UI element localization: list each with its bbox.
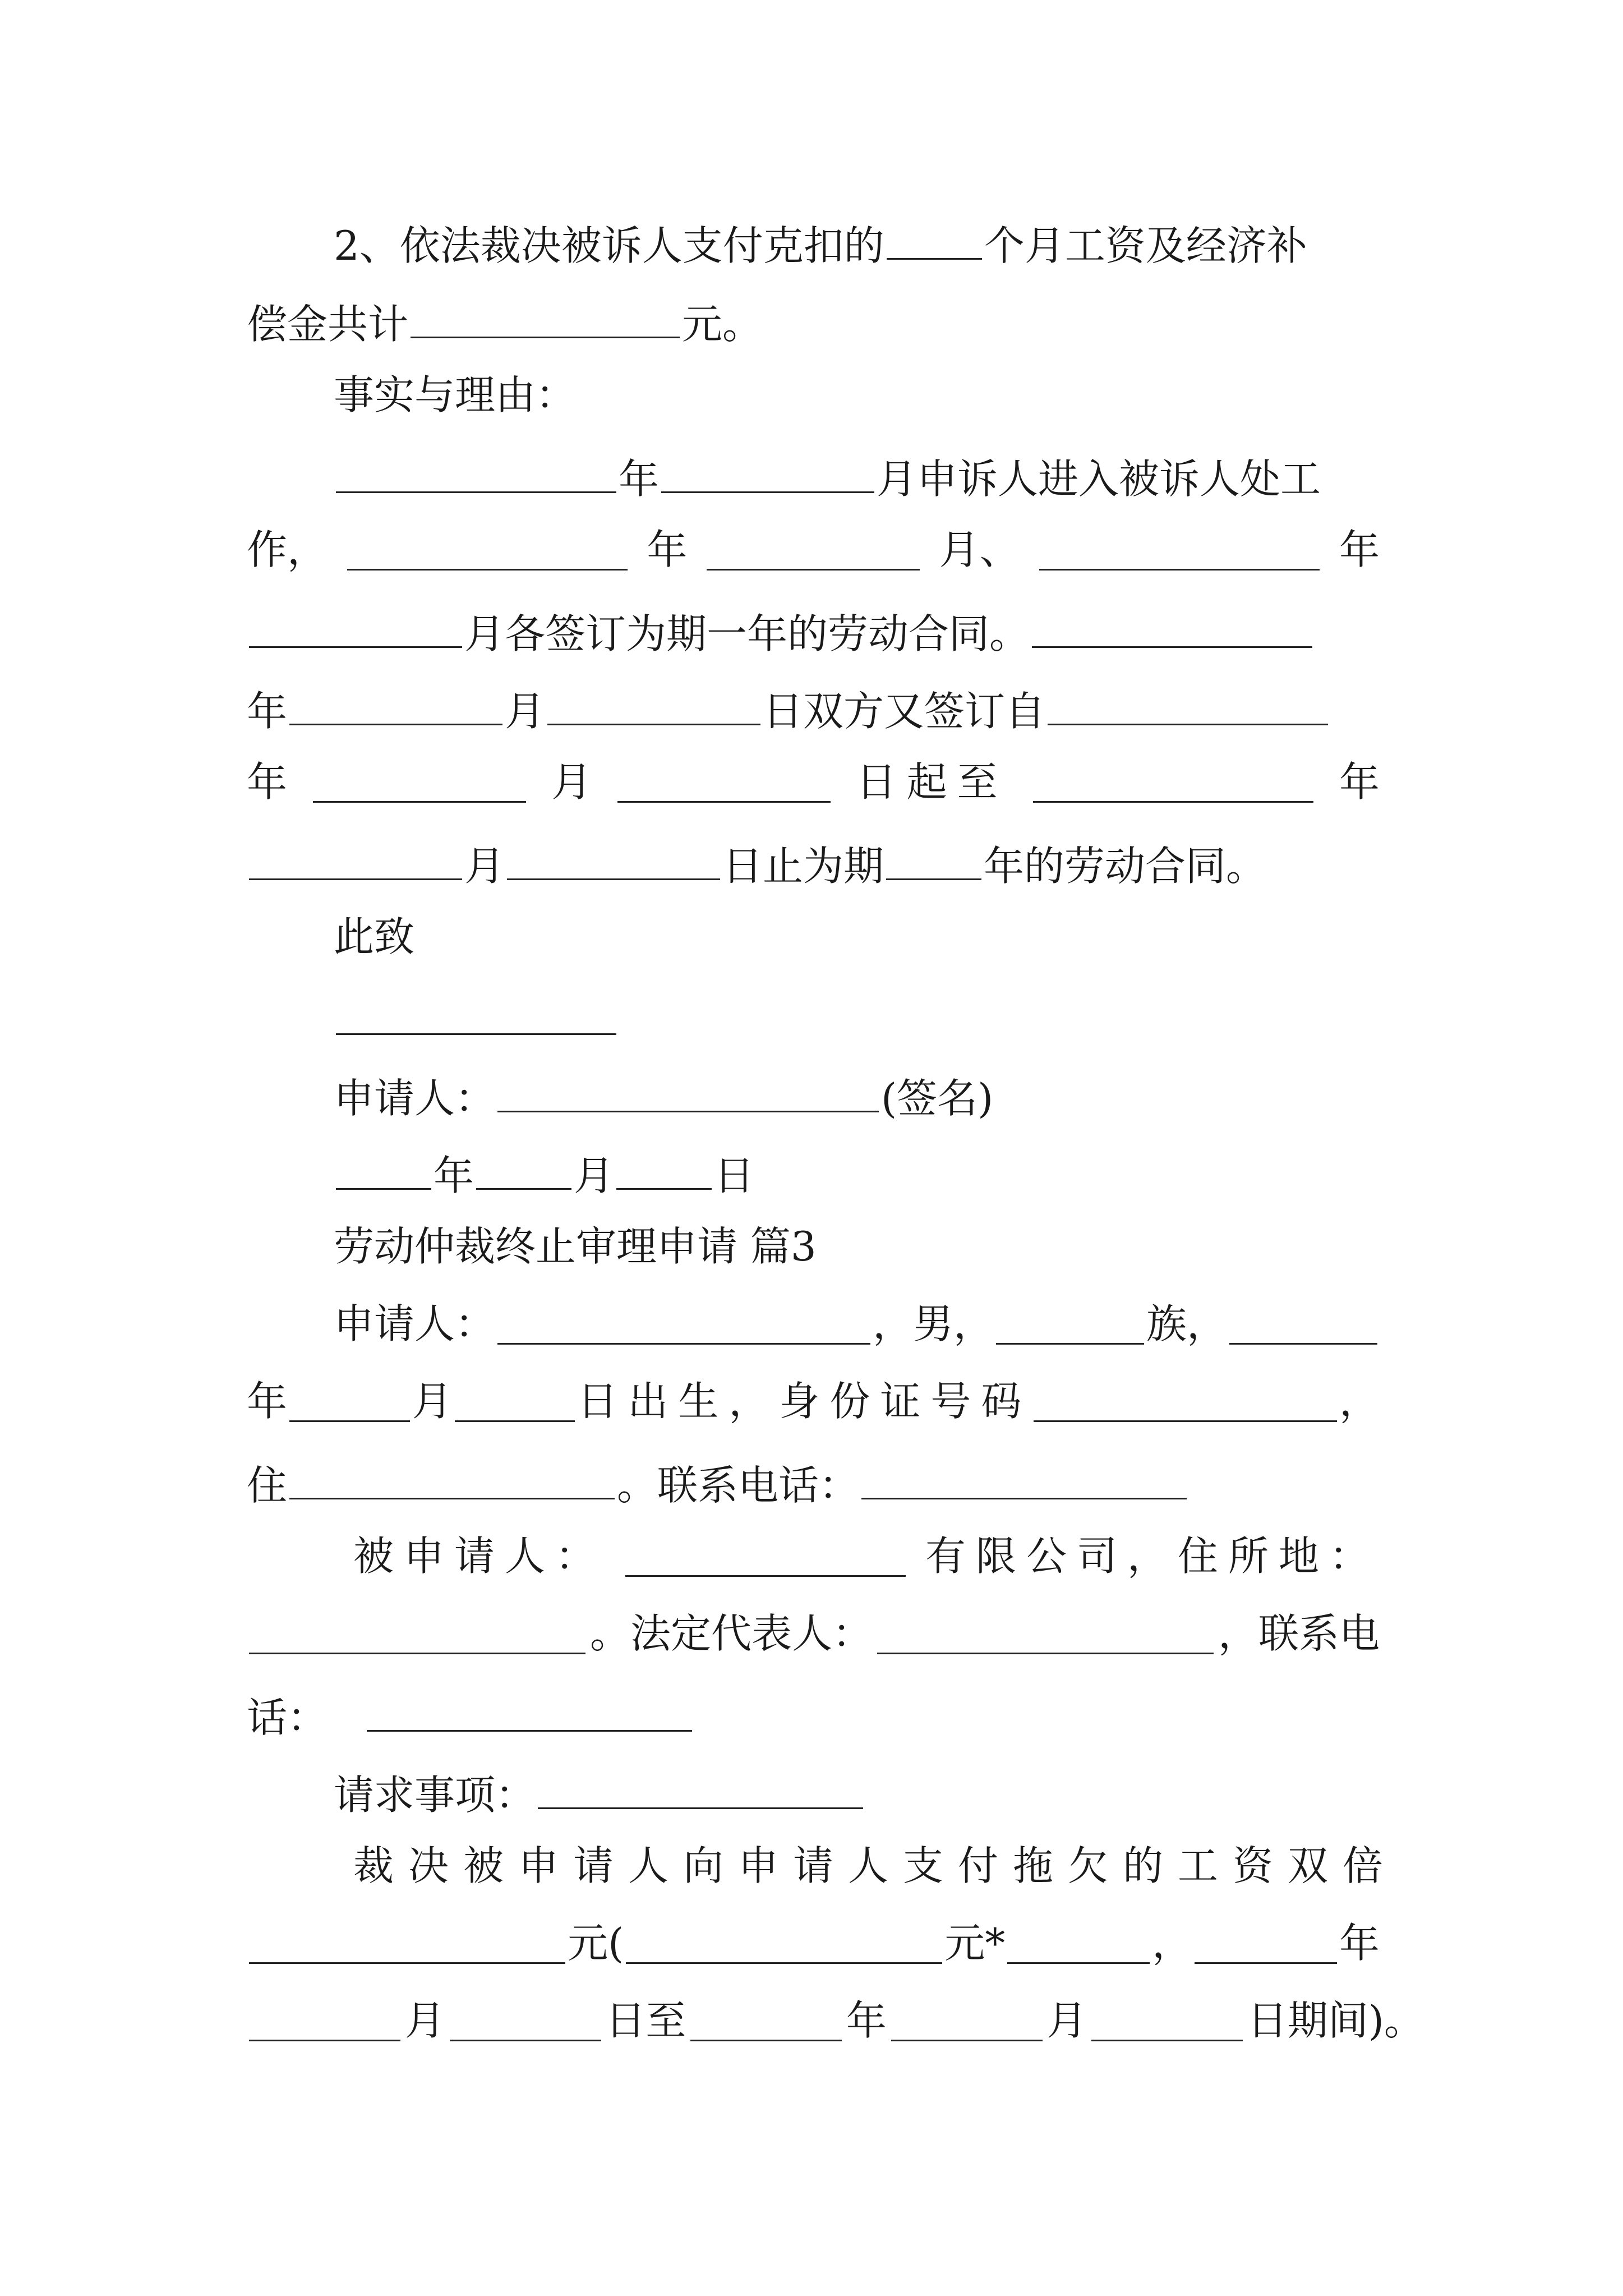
- blank-from-day[interactable]: [617, 762, 831, 803]
- blank-s3-period-start-year[interactable]: [1195, 1923, 1337, 1964]
- blank-s3-request[interactable]: [538, 1768, 863, 1809]
- s3-yuan-open: 元(: [568, 1920, 624, 1967]
- month-label: 月: [505, 688, 546, 735]
- s3-ethnic-label: 族，: [1146, 1300, 1227, 1347]
- blank-sign-month[interactable]: [476, 1149, 571, 1190]
- blank-total-amount[interactable]: [411, 297, 680, 338]
- facts-text-6: 日起至: [856, 758, 1008, 806]
- item2-total-label: 偿金共计: [247, 301, 409, 348]
- item2-yuan: 元。: [682, 301, 763, 348]
- s3-born-label: 日出生，身份证号码: [577, 1378, 1032, 1425]
- s3-address-line: [247, 1458, 1189, 1509]
- month-label: 月: [404, 1997, 445, 2044]
- item2-line2: [247, 297, 763, 348]
- facts-heading: 事实与理由：: [334, 371, 577, 418]
- s3-comma: ，: [1152, 1920, 1193, 1967]
- facts-text-2: 作，: [247, 526, 328, 573]
- blank-renew-day[interactable]: [547, 684, 760, 725]
- blank-term-years[interactable]: [886, 839, 981, 880]
- s3-address-label: 住: [247, 1462, 288, 1509]
- blank-to-month[interactable]: [249, 839, 462, 880]
- year-label: 年: [619, 455, 660, 503]
- blank-s3-period-end-month[interactable]: [891, 2000, 1043, 2041]
- s3-legalrep-line: [247, 1610, 1380, 1657]
- s3-amount-line: [247, 1920, 1380, 1967]
- s3-period-line: [247, 1997, 1424, 2044]
- blank-contract1-year[interactable]: [347, 530, 628, 570]
- s3-period-label: 日期间)。: [1247, 1997, 1424, 2044]
- s3-phone-label: 。联系电话：: [617, 1462, 860, 1509]
- month-label: 月: [1046, 1997, 1087, 2044]
- facts-text-1: 月申诉人进入被诉人处工: [877, 455, 1321, 503]
- s3-ruling-line: [353, 1842, 1398, 1889]
- year-label: 年: [1339, 758, 1380, 806]
- s3-phone2-line: [247, 1691, 694, 1741]
- facts-text-3: 月、: [939, 526, 1020, 573]
- blank-sign-day[interactable]: [616, 1149, 712, 1190]
- s3-contact-label: ，联系电: [1218, 1610, 1380, 1657]
- year-label: 年: [434, 1152, 474, 1199]
- recipient-line: [334, 994, 619, 1041]
- s3-request-line: [334, 1768, 865, 1819]
- s3-phone2-label: 话：: [247, 1694, 328, 1741]
- salutation: 此致: [334, 913, 415, 960]
- facts-line6: [247, 839, 1267, 890]
- blank-s3-applicant-name[interactable]: [497, 1304, 870, 1345]
- date-line: [334, 1149, 755, 1199]
- blank-contract1-month[interactable]: [707, 530, 920, 570]
- s3-yuan-times: 元*: [944, 1920, 1006, 1967]
- facts-text-4: 月各签订为期一年的劳动合同。: [464, 610, 1030, 657]
- s3-respondent-line: [353, 1533, 1380, 1580]
- s3-applicant-line: [334, 1300, 1380, 1347]
- sign-label: (签名): [881, 1075, 994, 1122]
- blank-s3-company[interactable]: [625, 1536, 906, 1577]
- blank-s3-period-start-month[interactable]: [249, 2000, 400, 2041]
- blank-s3-address[interactable]: [289, 1458, 615, 1499]
- blank-to-year[interactable]: [1033, 762, 1313, 803]
- blank-recipient[interactable]: [336, 994, 616, 1035]
- blank-sign-year[interactable]: [336, 1149, 431, 1190]
- facts-text-7: 日止为期: [722, 843, 884, 890]
- s3-company-label: 有限公司，住所地：: [925, 1533, 1380, 1580]
- year-label: 年: [1339, 526, 1380, 573]
- s3-respondent-label: 被申请人：: [353, 1533, 606, 1580]
- blank-start-month[interactable]: [661, 452, 874, 493]
- s3-legal-rep-label: 。法定代表人：: [589, 1610, 873, 1657]
- year-label: 年: [247, 688, 288, 735]
- applicant-label: 申请人：: [334, 1075, 496, 1122]
- blank-contract2-year[interactable]: [1039, 530, 1320, 570]
- facts-line1: [334, 452, 1321, 503]
- s3-gender: ，男，: [872, 1300, 994, 1347]
- year-label: 年: [247, 758, 288, 806]
- blank-s3-birth-month[interactable]: [289, 1381, 410, 1422]
- month-label: 月: [574, 1152, 615, 1199]
- blank-months[interactable]: [887, 219, 982, 260]
- facts-line4: [247, 684, 1330, 735]
- year-label: 年: [846, 1997, 887, 2044]
- blank-s3-double-wage[interactable]: [249, 1923, 565, 1964]
- blank-start-year[interactable]: [336, 452, 616, 493]
- facts-text-5: 日双方又签订自: [763, 688, 1046, 735]
- blank-s3-phone[interactable]: [861, 1458, 1187, 1499]
- blank-from-month[interactable]: [313, 762, 526, 803]
- blank-s3-legal-rep[interactable]: [877, 1613, 1214, 1654]
- s3-from-label: 日至: [605, 1997, 686, 2044]
- blank-s3-months[interactable]: [1007, 1923, 1150, 1964]
- month-label: 月: [412, 1378, 453, 1425]
- month-label: 月: [464, 843, 505, 890]
- blank-applicant-signature[interactable]: [497, 1071, 879, 1112]
- year-label: 年: [1339, 1920, 1380, 1967]
- blank-s3-company-address[interactable]: [249, 1613, 585, 1654]
- blank-s3-period-end-year[interactable]: [690, 2000, 842, 2041]
- facts-text-8: 年的劳动合同。: [984, 843, 1267, 890]
- applicant-sign-line: [334, 1071, 994, 1122]
- day-label: 日: [714, 1152, 755, 1199]
- blank-renew-month[interactable]: [289, 684, 502, 725]
- blank-s3-period-start-day[interactable]: [450, 2000, 601, 2041]
- blank-s3-birth-year[interactable]: [1229, 1304, 1377, 1345]
- s3-applicant-label: 申请人：: [334, 1300, 496, 1347]
- year-label: 年: [247, 1378, 288, 1425]
- month-label: 月: [551, 758, 592, 806]
- facts-line5: [247, 758, 1380, 806]
- blank-contract2-month[interactable]: [249, 607, 462, 648]
- item2-text-2: 个月工资及经济补: [984, 222, 1307, 269]
- blank-s3-monthly-wage[interactable]: [626, 1923, 942, 1964]
- blank-s3-period-end-day[interactable]: [1091, 2000, 1243, 2041]
- s3-birth-line: [247, 1378, 1380, 1425]
- item2-line1: [334, 219, 1307, 269]
- blank-renew-year[interactable]: [1032, 607, 1312, 648]
- s3-ruling-text: 裁决被申请人向申请人支付拖欠的工资双倍: [353, 1842, 1398, 1889]
- item2-text: 2、依法裁决被诉人支付克扣的: [334, 222, 884, 269]
- blank-s3-company-phone[interactable]: [367, 1691, 692, 1732]
- s3-request-label: 请求事项：: [334, 1772, 536, 1819]
- blank-s3-id-number[interactable]: [1034, 1381, 1337, 1422]
- year-label: 年: [647, 526, 688, 573]
- facts-line2: [247, 526, 1380, 573]
- blank-to-day[interactable]: [507, 839, 720, 880]
- blank-s3-ethnic[interactable]: [996, 1304, 1144, 1345]
- s3-comma: ，: [1339, 1378, 1380, 1425]
- section3-title: 劳动仲裁终止审理申请 篇3: [334, 1223, 817, 1270]
- blank-s3-birth-day[interactable]: [455, 1381, 575, 1422]
- blank-from-year[interactable]: [1048, 684, 1328, 725]
- facts-line3: [247, 607, 1315, 657]
